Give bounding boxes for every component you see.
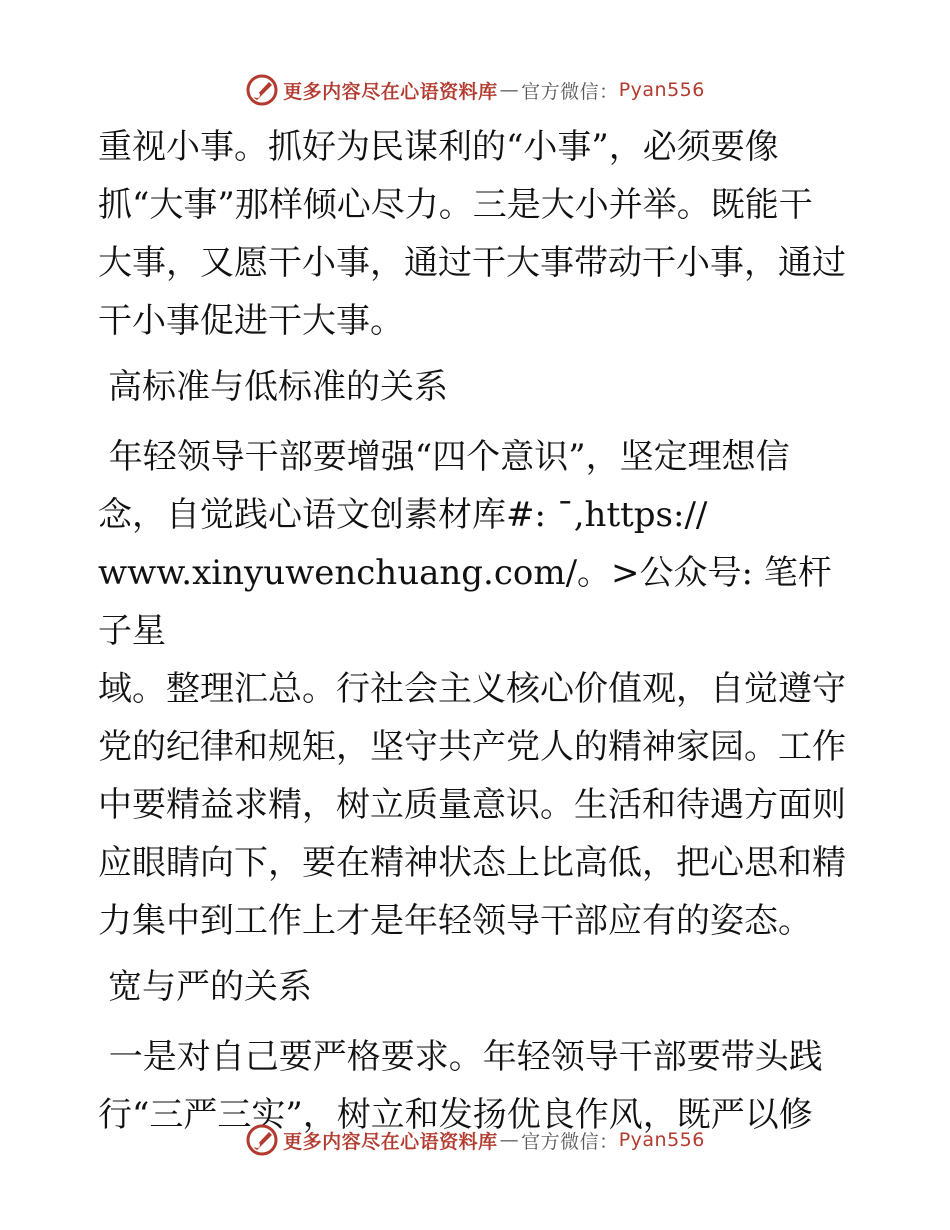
- section-heading-leniency: 宽与严的关系: [108, 967, 312, 1007]
- header-watermark: [0, 70, 950, 110]
- footer-watermark: [0, 1120, 950, 1160]
- document-body: [98, 118, 854, 1144]
- text-line: 力集中到工作上才是年轻领导干部应有的姿态。: [98, 901, 812, 941]
- watermark-separator: —: [499, 1129, 520, 1151]
- text-line: 域。整理汇总。行社会主义核心价值观，自觉遵守: [98, 669, 846, 709]
- text-line: 一是对自己要严格要求。年轻领导干部要带头践: [98, 1037, 823, 1077]
- text-line: 党的纪律和规矩，坚守共产党人的精神家园。工作: [98, 727, 846, 767]
- text-line: 行“三严三实”，树立和发扬优良作风，既严以修: [98, 1095, 813, 1135]
- text-line: 干小事促进干大事。: [98, 301, 404, 341]
- text-line: www.xinyuwenchuang.com/。>公众号: 笔杆子星: [98, 553, 832, 651]
- text-line: 抓“大事”那样倾心尽力。三是大小并举。既能干: [98, 185, 813, 225]
- text-line: 念，自觉践心语文创素材库#: ¯,https://: [98, 495, 708, 535]
- text-line: 应眼睛向下，要在精神状态上比高低，把心思和精: [98, 843, 846, 883]
- quill-logo-icon: [245, 73, 279, 107]
- text-line: 中要精益求精，树立质量意识。生活和待遇方面则: [98, 785, 846, 825]
- watermark-separator: —: [499, 79, 520, 101]
- watermark-brand: 更多内容尽在心语资料库: [283, 80, 498, 103]
- watermark-brand: 更多内容尽在心语资料库: [283, 1130, 498, 1153]
- watermark-label: 官方微信：: [521, 1130, 619, 1153]
- quill-logo-icon: [245, 1123, 279, 1157]
- paragraph-2: [98, 428, 854, 950]
- paragraph-1: [98, 118, 854, 350]
- watermark-wechat-id: Pyan556: [618, 1129, 705, 1151]
- watermark-wechat-id: Pyan556: [618, 79, 705, 101]
- text-line: 大事，又愿干小事，通过干大事带动干小事，通过: [98, 243, 846, 283]
- section-heading-standards: 高标准与低标准的关系: [108, 367, 448, 407]
- text-line: 重视小事。抓好为民谋利的“小事”，必须要像: [98, 127, 779, 167]
- text-line: 年轻领导干部要增强“四个意识”，坚定理想信: [98, 437, 790, 477]
- watermark-label: 官方微信：: [521, 80, 619, 103]
